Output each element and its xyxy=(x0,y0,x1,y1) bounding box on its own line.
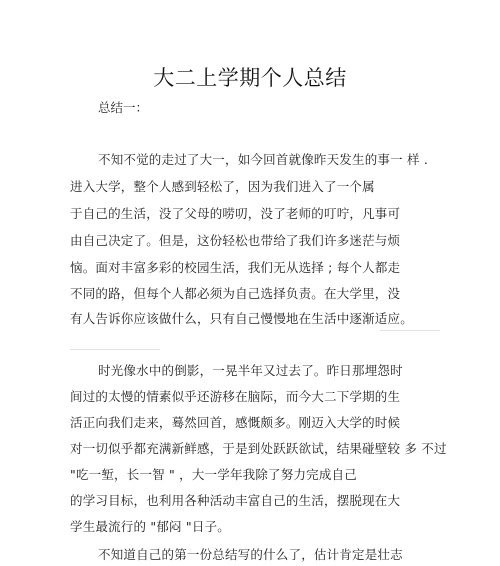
paragraph-2-line-4: 对一切似乎都充满新鲜感，于是到处跃跃欲试，结果碰壁较 多 不过 xyxy=(70,441,447,456)
faint-rule xyxy=(380,322,440,337)
paragraph-1-line-6: 不同的路，但每个人都必须为自己选择负责。在大学里，没 xyxy=(70,286,401,301)
faint-rule xyxy=(70,341,160,356)
section-heading: 总结一： xyxy=(98,100,149,115)
paragraph-2-line-7: 学生最流行的 "郁闷 "日子。 xyxy=(70,519,230,534)
paragraph-2-line-2: 间过的太慢的情素似乎还游移在脑际，而今大二下学期的生 xyxy=(70,389,401,404)
paragraph-1-line-1: 不知不觉的走过了大一，如今回首就像昨天发生的事一 样 . xyxy=(98,152,429,167)
paragraph-1-line-3: 于自己的生活，没了父母的唠叨，没了老师的叮咛，凡事可 xyxy=(70,206,401,221)
paragraph-2-line-3: 活正向我们走来，蓦然回首，感慨颇多。刚迈入大学的时候 xyxy=(70,415,401,430)
paragraph-2-line-1: 时光像水中的倒影，一晃半年又过去了。昨日那埋怨时 xyxy=(98,363,403,378)
paragraph-1-line-4: 由自己决定了。但是，这份轻松也带给了我们许多迷茫与烦 xyxy=(70,233,401,248)
paragraph-1-line-2: 进入大学，整个人感到轻松了，因为我们进入了一个属 xyxy=(70,179,375,194)
paragraph-1-line-7: 有人告诉你应该做什么，只有自己慢慢地在生活中逐渐适应。 xyxy=(70,311,413,326)
paragraph-2-line-6: 的学习目标，也利用各种活动丰富自己的生活，摆脱现在大 xyxy=(70,493,401,508)
paragraph-3-line-1: 不知道自己的第一份总结写的什么了，估计肯定是壮志 xyxy=(98,547,403,562)
paragraph-1-line-5: 恼。面对丰富多彩的校园生活，我们无从选择 ; 每个人都走 xyxy=(70,260,401,275)
document-title: 大二上学期个人总结 xyxy=(153,66,347,90)
paragraph-2-line-5: "吃一堑，长一智 " ，大一学年我除了努力完成自己 xyxy=(70,467,357,482)
